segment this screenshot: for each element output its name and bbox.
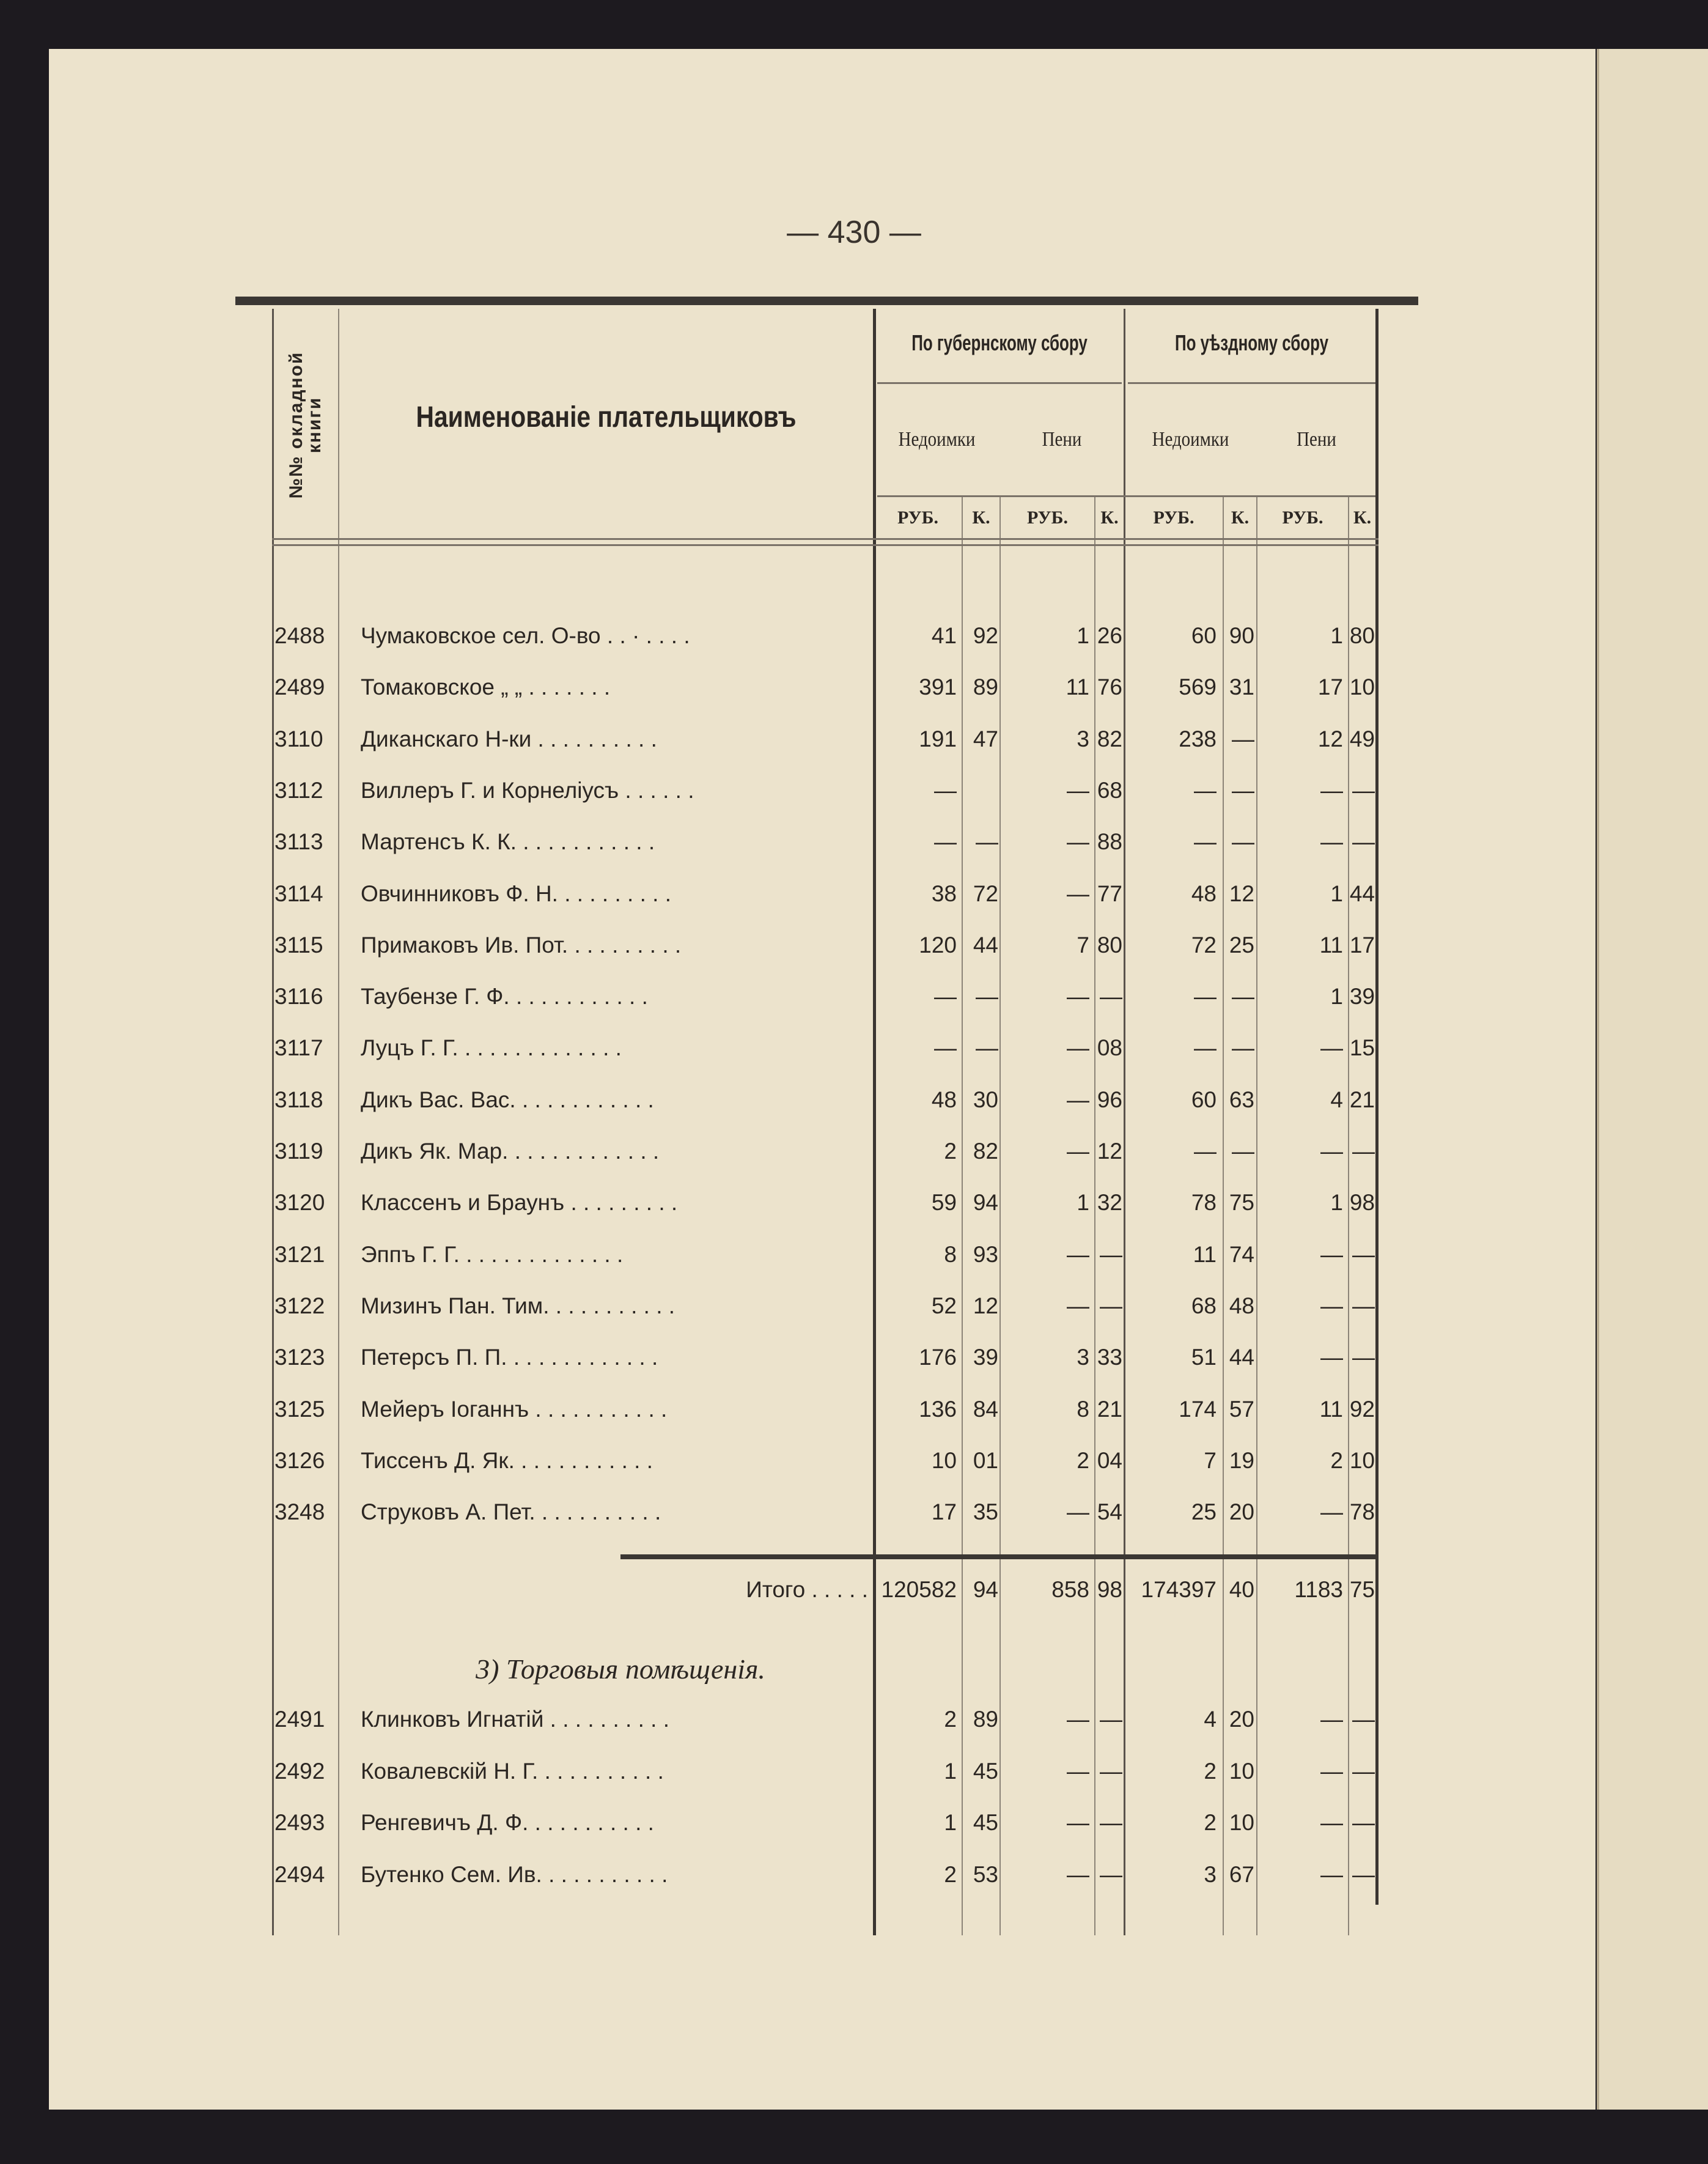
kopecks-cell: 82 bbox=[1097, 726, 1122, 751]
kopecks-cell: 10 bbox=[1229, 1758, 1254, 1784]
rubles-cell: 176 bbox=[919, 1345, 957, 1370]
book-number: 3116 bbox=[274, 984, 323, 1010]
kopecks-cell: 57 bbox=[1229, 1396, 1254, 1422]
header-rub: РУБ. bbox=[897, 508, 938, 528]
kopecks-cell: 89 bbox=[973, 1707, 998, 1732]
kopecks-cell: 17 bbox=[1349, 932, 1375, 958]
header-rule bbox=[272, 544, 1379, 546]
rubles-cell: — bbox=[934, 1035, 957, 1061]
rubles-cell: — bbox=[1067, 1139, 1089, 1164]
kopecks-cell: 39 bbox=[1349, 984, 1375, 1010]
rubles-cell: 238 bbox=[1179, 726, 1217, 751]
header-gub-penalty: Пени bbox=[1042, 428, 1082, 451]
kopecks-cell: 04 bbox=[1097, 1447, 1122, 1473]
table-row bbox=[272, 1753, 1379, 1790]
kopecks-cell: 94 bbox=[973, 1577, 998, 1602]
payer-name: Дикъ Як. Мар. . . . . . . . . . . . . bbox=[361, 1139, 660, 1164]
header-kop: К. bbox=[1231, 508, 1250, 528]
payers-table bbox=[272, 309, 1379, 1935]
rubles-cell: 38 bbox=[931, 881, 957, 906]
kopecks-cell: — bbox=[976, 1035, 998, 1061]
kopecks-cell: 72 bbox=[973, 881, 998, 906]
kopecks-cell: 75 bbox=[1229, 1190, 1254, 1216]
page-number: — 430 — bbox=[787, 215, 921, 250]
kopecks-cell: — bbox=[976, 829, 998, 855]
rubles-cell: 569 bbox=[1179, 674, 1217, 700]
rubles-cell: — bbox=[1320, 1035, 1343, 1061]
rubles-cell: 1 bbox=[944, 1758, 957, 1784]
book-number: 2488 bbox=[274, 623, 325, 648]
kopecks-cell: 96 bbox=[1097, 1087, 1122, 1112]
kopecks-cell: — bbox=[1352, 1241, 1375, 1267]
kopecks-cell: 33 bbox=[1097, 1345, 1122, 1370]
table-row bbox=[272, 1701, 1379, 1738]
rubles-cell: — bbox=[1320, 1758, 1343, 1784]
header-uezd-penalty: Пени bbox=[1297, 428, 1336, 451]
header-group-uezd: По уѣздному сбору bbox=[1174, 330, 1329, 355]
table-border-left bbox=[272, 309, 274, 1935]
kopecks-cell: — bbox=[1352, 1758, 1375, 1784]
rubles-cell: — bbox=[1320, 1499, 1343, 1525]
book-number: 3126 bbox=[274, 1447, 325, 1473]
rubles-cell: — bbox=[934, 777, 957, 803]
rubles-cell: 8 bbox=[944, 1241, 957, 1267]
rubles-cell: 51 bbox=[1191, 1345, 1217, 1370]
kopecks-cell: 15 bbox=[1349, 1035, 1375, 1061]
header-kop: К. bbox=[1353, 508, 1372, 528]
kopecks-cell: — bbox=[1352, 1293, 1375, 1318]
kopecks-cell: — bbox=[1100, 1293, 1122, 1318]
kopecks-cell: 12 bbox=[973, 1293, 998, 1318]
kopecks-cell: 44 bbox=[1349, 881, 1375, 906]
rubles-cell: 1 bbox=[1330, 984, 1343, 1010]
book-number: 3123 bbox=[274, 1345, 325, 1370]
rubles-cell: 4 bbox=[1330, 1087, 1343, 1112]
kopecks-cell: 44 bbox=[1229, 1345, 1254, 1370]
payer-name: Петерсъ П. П. . . . . . . . . . . . . bbox=[361, 1345, 658, 1370]
kopecks-cell: — bbox=[1232, 777, 1254, 803]
kopecks-cell: 54 bbox=[1097, 1499, 1122, 1525]
payer-name: Овчинниковъ Ф. Н. . . . . . . . . . bbox=[361, 881, 671, 906]
rubles-cell: 1 bbox=[1330, 881, 1343, 906]
section-title: 3) Торговыя помѣщенія. bbox=[476, 1653, 765, 1685]
rubles-cell: — bbox=[1320, 1345, 1343, 1370]
rubles-cell: 120 bbox=[919, 932, 957, 958]
rubles-cell: 8 bbox=[1077, 1396, 1089, 1422]
rubles-cell: 3 bbox=[1204, 1861, 1217, 1887]
rubles-cell: — bbox=[1067, 1241, 1089, 1267]
header-payer-name: Наименованіе плательщиковъ bbox=[416, 401, 797, 434]
book-number: 3119 bbox=[274, 1139, 323, 1164]
rubles-cell: 136 bbox=[919, 1396, 957, 1422]
kopecks-cell: — bbox=[1352, 1707, 1375, 1732]
rubles-cell: — bbox=[1194, 1139, 1217, 1164]
book-number: 3114 bbox=[274, 881, 323, 906]
kopecks-cell: 45 bbox=[973, 1758, 998, 1784]
kopecks-cell: 76 bbox=[1097, 674, 1122, 700]
rubles-cell: 1 bbox=[1077, 623, 1089, 648]
rubles-cell: 391 bbox=[919, 674, 957, 700]
book-number: 2494 bbox=[274, 1861, 325, 1887]
rubles-cell: — bbox=[1194, 1035, 1217, 1061]
rubles-cell: 59 bbox=[931, 1190, 957, 1216]
kopecks-cell: — bbox=[1100, 1861, 1122, 1887]
payer-name: Мейеръ Іоганнъ . . . . . . . . . . . bbox=[361, 1396, 668, 1422]
payer-name: Ковалевскій Н. Г. . . . . . . . . . . bbox=[361, 1758, 664, 1784]
kopecks-cell: 47 bbox=[973, 726, 998, 751]
table-row bbox=[272, 1339, 1379, 1376]
kopecks-cell: — bbox=[1352, 777, 1375, 803]
rubles-cell: — bbox=[1320, 1293, 1343, 1318]
rubles-cell: — bbox=[934, 984, 957, 1010]
kopecks-cell: — bbox=[1352, 1810, 1375, 1835]
table-row bbox=[272, 1804, 1379, 1841]
rubles-cell: 17 bbox=[1317, 674, 1343, 700]
payer-name: Эппъ Г. Г. . . . . . . . . . . . . . bbox=[361, 1241, 624, 1267]
kopecks-cell: 20 bbox=[1229, 1707, 1254, 1732]
kopecks-cell: — bbox=[1100, 1758, 1122, 1784]
header-rub: РУБ. bbox=[1027, 508, 1068, 528]
table-row bbox=[272, 1494, 1379, 1531]
rubles-cell: — bbox=[1194, 984, 1217, 1010]
kopecks-cell: 10 bbox=[1349, 674, 1375, 700]
kopecks-cell: 89 bbox=[973, 674, 998, 700]
rubles-cell: — bbox=[1067, 1035, 1089, 1061]
rubles-cell: 68 bbox=[1191, 1293, 1217, 1318]
kopecks-cell: 63 bbox=[1229, 1087, 1254, 1112]
kopecks-cell: — bbox=[1352, 1345, 1375, 1370]
kopecks-cell: 01 bbox=[973, 1447, 998, 1473]
kopecks-cell: 92 bbox=[973, 623, 998, 648]
kopecks-cell: 90 bbox=[1229, 623, 1254, 648]
top-rule bbox=[235, 297, 1418, 305]
rubles-cell: 52 bbox=[931, 1293, 957, 1318]
kopecks-cell: 92 bbox=[1349, 1396, 1375, 1422]
rubles-cell: 2 bbox=[1077, 1447, 1089, 1473]
kopecks-cell: 77 bbox=[1097, 881, 1122, 906]
rubles-cell: 7 bbox=[1204, 1447, 1217, 1473]
payer-name: Ренгевичъ Д. Ф. . . . . . . . . . . bbox=[361, 1810, 654, 1835]
kopecks-cell: — bbox=[1352, 829, 1375, 855]
rubles-cell: 2 bbox=[944, 1139, 957, 1164]
kopecks-cell: — bbox=[1100, 1241, 1122, 1267]
kopecks-cell: 75 bbox=[1349, 1577, 1375, 1602]
total-rule bbox=[620, 1554, 1379, 1559]
table-row bbox=[272, 1288, 1379, 1324]
kopecks-cell: 98 bbox=[1097, 1577, 1122, 1602]
kopecks-cell: 21 bbox=[1349, 1087, 1375, 1112]
rubles-cell: 17 bbox=[931, 1499, 957, 1525]
rubles-cell: — bbox=[1320, 1241, 1343, 1267]
rubles-cell: 11 bbox=[1319, 1396, 1343, 1422]
kopecks-cell: 32 bbox=[1097, 1190, 1122, 1216]
rubles-cell: 174397 bbox=[1141, 1577, 1217, 1602]
kopecks-cell: 31 bbox=[1229, 674, 1254, 700]
rubles-cell: 4 bbox=[1204, 1707, 1217, 1732]
rubles-cell: — bbox=[1320, 1861, 1343, 1887]
header-kop: К. bbox=[972, 508, 990, 528]
payer-name: Тиссенъ Д. Як. . . . . . . . . . . . bbox=[361, 1447, 653, 1473]
payer-name: Диканскаго Н-ки . . . . . . . . . . bbox=[361, 726, 657, 751]
rubles-cell: — bbox=[1067, 1810, 1089, 1835]
payer-name: Таубензе Г. Ф. . . . . . . . . . . . bbox=[361, 984, 648, 1010]
book-number: 3118 bbox=[274, 1087, 323, 1112]
kopecks-cell: 10 bbox=[1349, 1447, 1375, 1473]
book-number: 3122 bbox=[274, 1293, 325, 1318]
book-number: 3113 bbox=[274, 829, 323, 855]
rubles-cell: — bbox=[1067, 1293, 1089, 1318]
rubles-cell: 48 bbox=[931, 1087, 957, 1112]
book-number: 2491 bbox=[274, 1707, 325, 1732]
header-rule bbox=[877, 382, 1122, 384]
kopecks-cell: 26 bbox=[1097, 623, 1122, 648]
kopecks-cell: 12 bbox=[1097, 1139, 1122, 1164]
kopecks-cell: 98 bbox=[1349, 1190, 1375, 1216]
kopecks-cell: 35 bbox=[973, 1499, 998, 1525]
rubles-cell: 174 bbox=[1179, 1396, 1217, 1422]
kopecks-cell: — bbox=[1100, 984, 1122, 1010]
rubles-cell: 60 bbox=[1191, 623, 1217, 648]
kopecks-cell: 10 bbox=[1229, 1810, 1254, 1835]
rubles-cell: 191 bbox=[919, 726, 957, 751]
adjacent-page-edge bbox=[1597, 49, 1708, 2110]
kopecks-cell: 39 bbox=[973, 1345, 998, 1370]
table-row bbox=[272, 1442, 1379, 1479]
rubles-cell: — bbox=[1194, 777, 1217, 803]
book-number: 3115 bbox=[274, 932, 323, 958]
kopecks-cell: 25 bbox=[1229, 932, 1254, 958]
header-book-number: №№ окладной книги bbox=[286, 351, 325, 499]
rubles-cell: — bbox=[1067, 1861, 1089, 1887]
rubles-cell: 2 bbox=[1330, 1447, 1343, 1473]
kopecks-cell: — bbox=[1232, 829, 1254, 855]
kopecks-cell: 88 bbox=[1097, 829, 1122, 855]
table-row bbox=[272, 1030, 1379, 1066]
book-number: 3120 bbox=[274, 1190, 325, 1216]
payer-name: Клинковъ Игнатій . . . . . . . . . . bbox=[361, 1707, 669, 1732]
column-divider bbox=[1124, 309, 1125, 1935]
rubles-cell: 11 bbox=[1319, 932, 1343, 958]
rubles-cell: — bbox=[1194, 829, 1217, 855]
total-row bbox=[272, 1571, 1379, 1608]
kopecks-cell: — bbox=[1100, 1707, 1122, 1732]
rubles-cell: 7 bbox=[1077, 932, 1089, 958]
rubles-cell: — bbox=[1067, 1499, 1089, 1525]
rubles-cell: — bbox=[1067, 829, 1089, 855]
book-number: 3121 bbox=[274, 1241, 325, 1267]
kopecks-cell: — bbox=[1232, 1139, 1254, 1164]
header-uezd-arrears: Недоимки bbox=[1152, 428, 1229, 451]
rubles-cell: 1 bbox=[1077, 1190, 1089, 1216]
payer-name: Виллеръ Г. и Корнеліусъ . . . . . . bbox=[361, 777, 694, 803]
rubles-cell: — bbox=[1320, 829, 1343, 855]
table-row bbox=[272, 721, 1379, 758]
table-row bbox=[272, 1856, 1379, 1893]
kopecks-cell: 49 bbox=[1349, 726, 1375, 751]
payer-name: Мизинъ Пан. Тим. . . . . . . . . . . bbox=[361, 1293, 675, 1318]
header-rule bbox=[272, 538, 1379, 540]
book-number: 3117 bbox=[274, 1035, 323, 1061]
rubles-cell: 78 bbox=[1191, 1190, 1217, 1216]
payer-name: Чумаковское сел. О-во . . · . . . . bbox=[361, 623, 690, 648]
kopecks-cell: 68 bbox=[1097, 777, 1122, 803]
rubles-cell: 2 bbox=[1204, 1758, 1217, 1784]
kopecks-cell: 94 bbox=[973, 1190, 998, 1216]
rubles-cell: 2 bbox=[944, 1707, 957, 1732]
table-row bbox=[272, 1236, 1379, 1273]
kopecks-cell: 67 bbox=[1229, 1861, 1254, 1887]
kopecks-cell: 45 bbox=[973, 1810, 998, 1835]
table-row bbox=[272, 1082, 1379, 1118]
header-group-gub: По губернскому сбору bbox=[911, 330, 1088, 355]
kopecks-cell: 93 bbox=[973, 1241, 998, 1267]
rubles-cell: 11 bbox=[1066, 674, 1089, 700]
kopecks-cell: 80 bbox=[1097, 932, 1122, 958]
table-row bbox=[272, 1391, 1379, 1428]
rubles-cell: 10 bbox=[931, 1447, 957, 1473]
book-number: 2493 bbox=[274, 1810, 325, 1835]
table-row bbox=[272, 772, 1379, 809]
rubles-cell: 72 bbox=[1191, 932, 1217, 958]
table-row bbox=[272, 824, 1379, 860]
kopecks-cell: 19 bbox=[1229, 1447, 1254, 1473]
header-rub: РУБ. bbox=[1282, 508, 1323, 528]
payer-name: Примаковъ Ив. Пот. . . . . . . . . . bbox=[361, 932, 682, 958]
header-rule bbox=[1128, 382, 1375, 384]
rubles-cell: — bbox=[1320, 777, 1343, 803]
rubles-cell: — bbox=[1067, 777, 1089, 803]
payer-name: Томаковское „ „ . . . . . . . bbox=[361, 674, 611, 700]
header-rub: РУБ. bbox=[1153, 508, 1194, 528]
kopecks-cell: — bbox=[1100, 1810, 1122, 1835]
rubles-cell: 48 bbox=[1191, 881, 1217, 906]
table-row bbox=[272, 876, 1379, 912]
kopecks-cell: 80 bbox=[1349, 623, 1375, 648]
kopecks-cell: 40 bbox=[1229, 1577, 1254, 1602]
kopecks-cell: 20 bbox=[1229, 1499, 1254, 1525]
kopecks-cell: 82 bbox=[973, 1139, 998, 1164]
rubles-cell: 2 bbox=[1204, 1810, 1217, 1835]
rubles-cell: 3 bbox=[1077, 726, 1089, 751]
rubles-cell: — bbox=[1067, 1758, 1089, 1784]
payer-name: Мартенсъ К. К. . . . . . . . . . . . bbox=[361, 829, 655, 855]
book-number: 3125 bbox=[274, 1396, 325, 1422]
kopecks-cell: — bbox=[1352, 1861, 1375, 1887]
rubles-cell: 1 bbox=[1330, 1190, 1343, 1216]
kopecks-cell: — bbox=[976, 984, 998, 1010]
table-row bbox=[272, 978, 1379, 1015]
kopecks-cell: — bbox=[1352, 1139, 1375, 1164]
kopecks-cell: 12 bbox=[1229, 881, 1254, 906]
header-gub-arrears: Недоимки bbox=[898, 428, 976, 451]
rubles-cell: 858 bbox=[1051, 1577, 1089, 1602]
table-row bbox=[272, 1184, 1379, 1221]
kopecks-cell: 30 bbox=[973, 1087, 998, 1112]
book-number: 2492 bbox=[274, 1758, 325, 1784]
payer-name: Бутенко Сем. Ив. . . . . . . . . . . bbox=[361, 1861, 668, 1887]
table-row bbox=[272, 618, 1379, 654]
kopecks-cell: 84 bbox=[973, 1396, 998, 1422]
header-rule bbox=[877, 495, 1375, 497]
table-row bbox=[272, 927, 1379, 964]
rubles-cell: — bbox=[1067, 1707, 1089, 1732]
column-divider bbox=[338, 309, 339, 1935]
rubles-cell: — bbox=[1067, 984, 1089, 1010]
table-row bbox=[272, 669, 1379, 706]
rubles-cell: 60 bbox=[1191, 1087, 1217, 1112]
header-kop: К. bbox=[1100, 508, 1119, 528]
kopecks-cell: 53 bbox=[973, 1861, 998, 1887]
kopecks-cell: 44 bbox=[973, 932, 998, 958]
rubles-cell: 1 bbox=[944, 1810, 957, 1835]
payer-name: Дикъ Вас. Вас. . . . . . . . . . . . bbox=[361, 1087, 654, 1112]
kopecks-cell: — bbox=[1232, 984, 1254, 1010]
kopecks-cell: 74 bbox=[1229, 1241, 1254, 1267]
kopecks-cell: 78 bbox=[1349, 1499, 1375, 1525]
book-number: 3248 bbox=[274, 1499, 325, 1525]
payer-name: Классенъ и Браунъ . . . . . . . . . bbox=[361, 1190, 678, 1216]
rubles-cell: 12 bbox=[1317, 726, 1343, 751]
total-label: Итого . . . . . bbox=[746, 1577, 868, 1602]
kopecks-cell: — bbox=[1232, 1035, 1254, 1061]
rubles-cell: 11 bbox=[1193, 1241, 1217, 1267]
table-row bbox=[272, 1133, 1379, 1170]
rubles-cell: — bbox=[1067, 881, 1089, 906]
book-number: 2489 bbox=[274, 674, 325, 700]
rubles-cell: — bbox=[1320, 1707, 1343, 1732]
rubles-cell: — bbox=[934, 829, 957, 855]
payer-name: Струковъ А. Пет. . . . . . . . . . . bbox=[361, 1499, 661, 1525]
column-divider bbox=[873, 309, 876, 1935]
rubles-cell: 1 bbox=[1330, 623, 1343, 648]
kopecks-cell: 48 bbox=[1229, 1293, 1254, 1318]
rubles-cell: — bbox=[1320, 1810, 1343, 1835]
rubles-cell: — bbox=[1320, 1139, 1343, 1164]
rubles-cell: 41 bbox=[931, 623, 957, 648]
rubles-cell: 120582 bbox=[881, 1577, 957, 1602]
book-number: 3112 bbox=[274, 777, 323, 803]
rubles-cell: — bbox=[1067, 1087, 1089, 1112]
kopecks-cell: 21 bbox=[1097, 1396, 1122, 1422]
rubles-cell: 3 bbox=[1077, 1345, 1089, 1370]
payer-name: Луцъ Г. Г. . . . . . . . . . . . . . bbox=[361, 1035, 622, 1061]
rubles-cell: 1183 bbox=[1294, 1577, 1343, 1602]
book-number: 3110 bbox=[274, 726, 323, 751]
kopecks-cell: 08 bbox=[1097, 1035, 1122, 1061]
rubles-cell: 2 bbox=[944, 1861, 957, 1887]
rubles-cell: 25 bbox=[1191, 1499, 1217, 1525]
kopecks-cell: — bbox=[1232, 726, 1254, 751]
